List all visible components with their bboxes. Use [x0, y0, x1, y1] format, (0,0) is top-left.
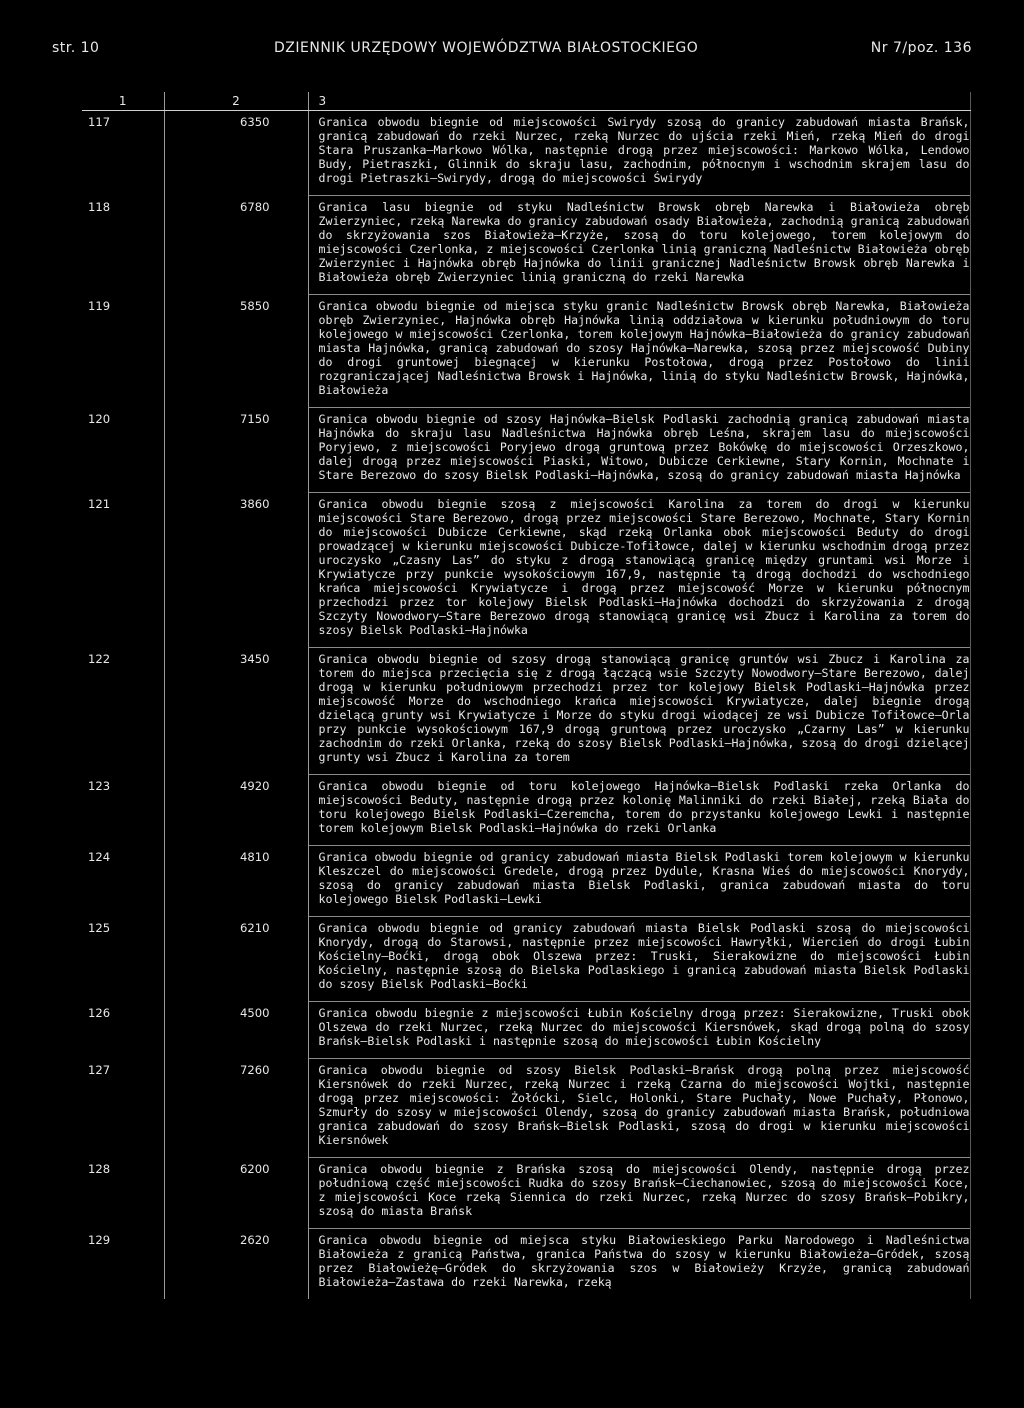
table-row	[82, 1229, 970, 1300]
district-area: 7150	[164, 408, 308, 493]
district-area: 3450	[164, 648, 308, 775]
district-number: 128	[88, 1161, 111, 1176]
district-boundary-description: Granica obwodu biegnie od miejsca styku Białowieskiego Parku Narodowego i Nadleśnictwa Białowieża z granicą Państwa, granica Państwa do szosy w kierunku Białowieża—Gródek, szosą przez Białowieżę—Gródek do skrzyżowania szos w Białowieży Krzyże, granicą zabudowań Białowieża—Zastawa do rzeki Narewka, rzeką	[308, 1229, 970, 1300]
district-number: 124	[88, 849, 111, 864]
district-area: 6350	[164, 111, 308, 196]
table-row	[82, 493, 970, 648]
district-boundary-description: Granica obwodu biegnie szosą z miejscowości Karolina za torem do drogi w kierunku miejscowości Stare Berezowo, drogą przez miejscowości Stare Berezowo, Mochnate, Stary Kornin do miejscowości Dubicze Cerkiewne, skąd rzeką Orlanka obok miejscowości Beduty do drogi prowadzącej w kierunku miejscowości Dubicze-Tofiłowce, dalej w kierunku wschodnim drogą przez uroczysko „Czasny Las” do styku z drogą stanowiącą granicę między gruntami wsi Morze i Krywiatycze przy punkcie wysokościowym 167,9, następnie tą drogą dochodzi do wschodniego krańca miejscowości Krywiatycze i drogą przez miejscowość Morze w kierunku północnym przechodzi przez tor kolejowy Bielsk Podlaski—Hajnówka dochodzi do skrzyżowania z drogą Szczyty Nowodwory—Stare Berezowo drogą stanowiącą granicę wsi Zbucz i Karolina za torem do szosy Bielsk Podlaski—Hajnówka	[308, 493, 970, 648]
district-number: 129	[88, 1232, 111, 1247]
district-boundary-description: Granica obwodu biegnie od szosy Bielsk Podlaski—Brańsk drogą polną przez miejscowość Kiersnówek do rzeki Nurzec, rzeką Nurzec i rzeką Czarna do miejscowości Wojtki, następnie drogą przez miejscowości: Żołócki, Sielc, Holonki, Stare Puchały, Nowe Puchały, Płonowo, Szmurły do szosy w miejscowości Olendy, szosą do granicy zabudowań miasta Brańsk, południowa granica zabudowań do szosy Brańsk—Bielsk Podlaski, szosą do drogi w kierunku miejscowości Kiersnówek	[308, 1059, 970, 1158]
district-boundary-description: Granica obwodu biegnie od miejsca styku granic Nadleśnictw Browsk obręb Narewka, Białowieża obręb Zwierzyniec, Hajnówka obręb Hajnówka linią oddziałowa w kierunku południowym do toru kolejowego w miejscowości Czerlonka, torem kolejowym Hajnówka—Białowieża do granicy zabudowań miasta Hajnówka, granicą zabudowań do szosy Hajnówka—Narewka, szosą przez miejscowość Dubiny do drogi gruntowej biegnącej w kierunku Postołowa, drogą przez Postołowo do linii rozgraniczającej Nadleśnictwa Browsk i Hajnówka, linią do styku Nadleśnictw Browsk, Hajnówka, Białowieża	[308, 295, 970, 408]
table-row	[82, 917, 970, 1002]
district-area: 4810	[164, 846, 308, 917]
district-boundary-description: Granica obwodu biegnie od miejscowości Swirydy szosą do granicy zabudowań miasta Brańsk, granicą zabudowań do rzeki Nurzec, rzeką Nurzec do ujścia rzeki Mień, rzeką Mień do drogi Stara Pruszanka—Markowo Wólka, następnie drogą przez miejscowości: Markowo Wólka, Lendowo Budy, Pietraszki, Glinnik do skraju lasu, zachodnim, północnym i wschodnim skrajem lasu do drogi Pietraszki—Swirydy, drogą do miejscowości Świrydy	[308, 111, 970, 196]
district-area: 4500	[164, 1002, 308, 1059]
district-area: 7260	[164, 1059, 308, 1158]
district-area: 3860	[164, 493, 308, 648]
district-boundary-description: Granica obwodu biegnie od granicy zabudowań miasta Bielsk Podlaski torem kolejowym w kierunku Kleszczel do miejscowości Gredele, drogą przez Dydule, Krasna Wieś do miejscowości Knorydy, szosą do granicy zabudowań miasta Bielsk Podlaski, granica zabudowań miasta do toru kolejowego Bielsk Podlaski—Lewki	[308, 846, 970, 917]
district-number: 125	[88, 920, 111, 935]
table-row	[82, 846, 970, 917]
district-boundary-description: Granica obwodu biegnie od toru kolejowego Hajnówka—Bielsk Podlaski rzeka Orlanka do miejscowości Beduty, następnie drogą przez kolonię Malinniki do rzeki Białej, rzeką Biała do toru kolejowego Bielsk Podlaski—Czeremcha, torem do przystanku kolejowego Lewki i następnie torem kolejowym Bielsk Podlaski—Hajnówka do rzeki Orlanka	[308, 775, 970, 846]
district-number: 119	[88, 298, 111, 313]
district-area: 6200	[164, 1158, 308, 1229]
column-header-description: 3	[308, 92, 970, 111]
district-boundary-description: Granica obwodu biegnie od szosy drogą stanowiącą granicę gruntów wsi Zbucz i Karolina za torem do miejsca przecięcia się z drogą łączącą wsie Szczyty Nowodwory—Stare Berezowo, dalej drogą w kierunku południowym przechodzi przez tor kolejowy Bielsk Podlaski—Hajnówka przez miejscowość Morze do wschodniego krańca miejscowości Krywiatycze, dalej biegnie drogą dzielącą grunty wsi Krywiatycze i Morze do styku drogi wiodącej ze wsi Dubicze Tofiłowce—Orla przy punkcie wysokościowym 167,9 drogą gruntową przez uroczysko „Czarny Las” w kierunku zachodnim do rzeki Orlanka, rzeką do szosy Bielsk Podlaski—Hajnówka, szosą do drogi dzielącej grunty wsi Zbucz i Karolina za torem	[308, 648, 970, 775]
table-row	[82, 111, 970, 196]
district-number: 122	[88, 651, 111, 666]
district-number: 117	[88, 115, 111, 129]
table-row	[82, 408, 970, 493]
table-row	[82, 775, 970, 846]
district-area: 6780	[164, 196, 308, 295]
district-area: 4920	[164, 775, 308, 846]
district-boundary-description: Granica lasu biegnie od styku Nadleśnictw Browsk obręb Narewka i Białowieża obręb Zwierzyniec, rzeką Narewka do granicy zabudowań osady Białowieża, zachodnią granicą zabudowań do skrzyżowania szos Białowieża—Krzyże, szosą do toru kolejowego, torem kolejowym do miejscowości Czerlonka, z miejscowości Czerlonka linią graniczną Nadleśnictw Białowieża obręb Zwierzyniec i Hajnówka obręb Hajnówka do linii granicznej Nadleśnictw Browsk obręb Narewka i Białowieża obręb Zwierzyniec linią graniczną do rzeki Narewka	[308, 196, 970, 295]
district-number: 126	[88, 1005, 111, 1020]
issue-number: Nr 7/poz. 136	[870, 40, 972, 56]
district-area: 6210	[164, 917, 308, 1002]
district-boundary-description: Granica obwodu biegnie od granicy zabudowań miasta Bielsk Podlaski szosą do miejscowości Knorydy, drogą do Starowsi, następnie przez miejscowości Hawryłki, Wiercień do drogi Łubin Kościelny—Boćki, drogą obok Olszewa przez: Truski, Sierakowizne do miejscowości Łubin Kościelny, następnie szosą do Bielska Podlaskiego i granicą zabudowań miasta Bielsk Podlaski do szosy Bielsk Podlaski—Boćki	[308, 917, 970, 1002]
district-number: 127	[88, 1062, 111, 1077]
page-number: str. 10	[52, 40, 100, 56]
district-area: 5850	[164, 295, 308, 408]
district-number: 120	[88, 411, 111, 426]
journal-title: DZIENNIK URZĘDOWY WOJEWÓDZTWA BIAŁOSTOCKIEGO	[274, 40, 699, 56]
table-header-row	[82, 92, 970, 111]
district-number: 118	[88, 199, 111, 214]
table-row	[82, 1059, 970, 1158]
table-row	[82, 196, 970, 295]
table-row	[82, 1002, 970, 1059]
district-boundary-description: Granica obwodu biegnie z Brańska szosą do miejscowości Olendy, następnie drogą przez południową część miejscowości Rudka do szosy Brańsk—Ciechanowiec, szosą do miejscowości Koce, z miejscowości Koce rzeką Siennica do rzeki Nurzec, rzeką Nurzec do szosy Brańsk—Pobikry, szosą do miasta Brańsk	[308, 1158, 970, 1229]
column-header-area: 2	[164, 92, 308, 111]
table-row	[82, 295, 970, 408]
district-number: 121	[88, 496, 111, 511]
table-row	[82, 1158, 970, 1229]
district-number: 123	[88, 778, 111, 793]
hunting-districts-table	[82, 92, 971, 1299]
column-header-number: 1	[82, 92, 164, 111]
district-boundary-description: Granica obwodu biegnie z miejscowości Łubin Kościelny drogą przez: Sierakowizne, Truski obok Olszewa do rzeki Nurzec, rzeką Nurzec do miejscowości Kiersnówek, skąd drogą polną do szosy Brańsk—Bielsk Podlaski i następnie szosą do miejscowości Łubin Kościelny	[308, 1002, 970, 1059]
district-boundary-description: Granica obwodu biegnie od szosy Hajnówka—Bielsk Podlaski zachodnią granicą zabudowań miasta Hajnówka do skraju lasu Nadleśnictwa Hajnówka obręb Leśna, skrajem lasu do miejscowości Poryjewo, z miejscowości Poryjewo drogą gruntową przez Bokówkę do miejscowości Orzeszkowo, dalej drogą przez miejscowości Piaski, Witowo, Dubicze Cerkiewne, Stary Kornin, Mochnate i Stare Berezowo do szosy Bielsk Podlaski—Hajnówka, szosą do granicy zabudowań miasta Hajnówka	[308, 408, 970, 493]
table-row	[82, 648, 970, 775]
district-area: 2620	[164, 1229, 308, 1300]
